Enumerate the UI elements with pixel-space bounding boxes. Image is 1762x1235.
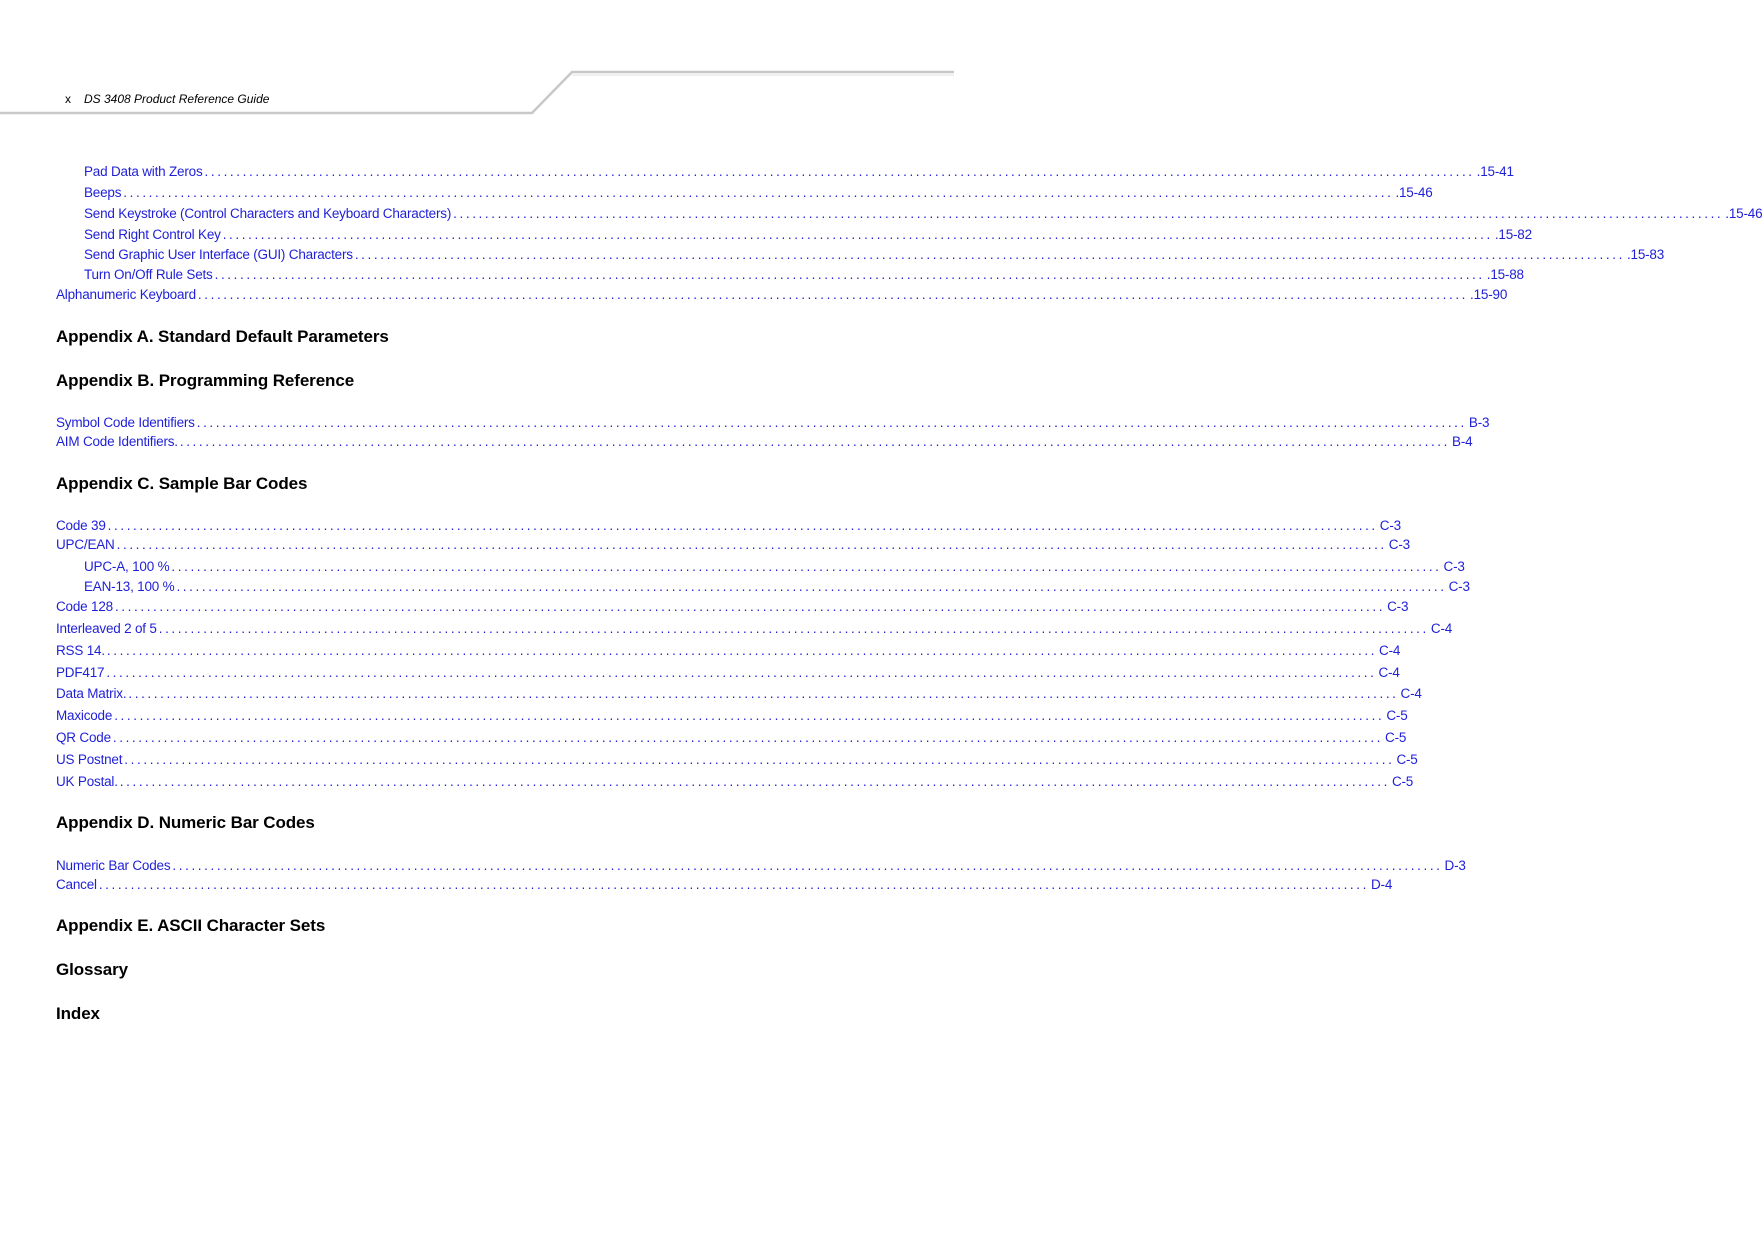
dot-leader: ........................................................................................................................................................................................................	[179, 434, 1451, 449]
toc-entry-title: Data Matrix.	[56, 686, 127, 701]
toc-entry-send-gui-characters[interactable]	[84, 247, 1665, 265]
toc-entry-title: Alphanumeric Keyboard	[56, 287, 196, 302]
toc-entry-page: B-3	[1468, 415, 1490, 430]
toc-entry-interleaved-2-of-5[interactable]	[56, 621, 1453, 639]
dot-leader: ........................................................................................................................................................................................................	[114, 599, 1386, 614]
appendix-c-heading[interactable]: Appendix C. Sample Bar Codes	[56, 474, 308, 493]
dot-leader: ........................................................................................................................................................................................................	[107, 518, 1378, 533]
dot-leader: ........................................................................................................................................................................................................	[354, 247, 1625, 262]
appendix-e-heading[interactable]: Appendix E. ASCII Character Sets	[56, 916, 326, 935]
dot-leader: ........................................................................................................................................................................................................	[172, 858, 1443, 873]
toc-entry-title: AIM Code Identifiers.	[56, 434, 178, 449]
toc-entry-page: B-4	[1452, 434, 1473, 449]
toc-entry-uk-postal[interactable]	[56, 774, 1414, 792]
dot-leader: ........................................................................................................................................................................................................	[197, 287, 1469, 302]
toc-entry-beeps[interactable]	[84, 185, 1433, 203]
toc-entry-page: .15-46	[1725, 206, 1762, 221]
toc-entry-title: Cancel	[56, 877, 97, 892]
toc-entry-title: Code 128	[56, 599, 113, 614]
dot-leader: ........................................................................................................................................................................................................	[123, 185, 1394, 200]
toc-entry-title: Maxicode	[56, 708, 113, 723]
toc-entry-upc-a-100[interactable]	[84, 559, 1465, 577]
toc-entry-page: C-5	[1385, 730, 1407, 745]
toc-entry-page: C-3	[1387, 599, 1409, 614]
toc-entry-aim-code-identifiers[interactable]	[56, 434, 1473, 452]
dot-leader: ........................................................................................................................................................................................................	[112, 730, 1384, 745]
toc-entry-us-postnet[interactable]	[56, 752, 1418, 770]
appendix-b-heading[interactable]: Appendix B. Programming Reference	[56, 371, 355, 390]
toc-entry-rss-14[interactable]	[56, 643, 1401, 661]
toc-entry-qr-code[interactable]	[56, 730, 1407, 748]
dot-leader: ........................................................................................................................................................................................................	[204, 164, 1475, 179]
toc-entry-page: D-3	[1444, 858, 1466, 873]
toc-entry-page: C-3	[1448, 579, 1470, 594]
toc-entry-send-right-control-key[interactable]	[84, 227, 1532, 245]
toc-entry-title: PDF417	[56, 665, 105, 680]
toc-entry-page: C-5	[1386, 708, 1408, 723]
toc-entry-title: UK Postal.	[56, 774, 118, 789]
toc-entry-page: C-4	[1400, 686, 1422, 701]
dot-leader: ........................................................................................................................................................................................................	[98, 877, 1369, 892]
toc-entry-code-128[interactable]	[56, 599, 1409, 617]
toc-entry-pdf417[interactable]	[56, 665, 1400, 683]
toc-entry-title: Turn On/Off Rule Sets	[84, 267, 213, 282]
toc-entry-title: Pad Data with Zeros	[84, 164, 203, 179]
dot-leader: ........................................................................................................................................................................................................	[196, 415, 1467, 430]
toc-entry-title: Send Graphic User Interface (GUI) Characters	[84, 247, 353, 262]
toc-entry-page: C-3	[1379, 518, 1401, 533]
toc-entry-title: UPC-A, 100 %	[84, 559, 170, 574]
toc-entry-ean-13-100[interactable]	[84, 579, 1470, 597]
toc-entry-title: Numeric Bar Codes	[56, 858, 171, 873]
appendix-d-heading[interactable]: Appendix D. Numeric Bar Codes	[56, 813, 315, 832]
toc-entry-page: C-5	[1391, 774, 1414, 789]
dot-leader: ........................................................................................................................................................................................................	[114, 708, 1385, 723]
toc-entry-title: Symbol Code Identifiers	[56, 415, 195, 430]
toc-entry-title: UPC/EAN	[56, 537, 115, 552]
toc-entry-maxicode[interactable]	[56, 708, 1408, 726]
glossary-heading[interactable]: Glossary	[56, 960, 128, 979]
toc-entry-page: .15-46	[1395, 185, 1433, 200]
toc-entry-turn-on-off-rule-sets[interactable]	[84, 267, 1524, 285]
toc-entry-title: Send Right Control Key	[84, 227, 221, 242]
toc-entry-title: Beeps	[84, 185, 122, 200]
toc-entry-alphanumeric-keyboard[interactable]	[56, 287, 1508, 305]
toc-entry-title: RSS 14.	[56, 643, 105, 658]
toc-entry-page: C-5	[1396, 752, 1418, 767]
dot-leader: ........................................................................................................................................................................................................	[214, 267, 1485, 282]
dot-leader: ........................................................................................................................................................................................................	[128, 686, 1399, 701]
toc-entry-symbol-code-identifiers[interactable]	[56, 415, 1490, 433]
toc-entry-upc-ean[interactable]	[56, 537, 1410, 555]
toc-entry-pad-data-with-zeros[interactable]	[84, 164, 1514, 182]
document-title: DS 3408 Product Reference Guide	[84, 92, 270, 106]
toc-entry-page: C-4	[1378, 665, 1400, 680]
toc-entry-page: .15-83	[1626, 247, 1665, 262]
index-heading[interactable]: Index	[56, 1004, 100, 1023]
toc-entry-page: C-4	[1379, 643, 1401, 658]
toc-entry-page: .15-41	[1476, 164, 1514, 179]
toc-entry-page: .15-88	[1486, 267, 1524, 282]
toc-entry-send-keystroke[interactable]	[84, 206, 1762, 224]
toc-entry-title: Interleaved 2 of 5	[56, 621, 157, 636]
dot-leader: ........................................................................................................................................................................................................	[176, 579, 1447, 594]
toc-entry-cancel[interactable]	[56, 877, 1393, 895]
toc-entry-title: Send Keystroke (Control Characters and Keyboard Characters)	[84, 206, 452, 221]
toc-entry-page: C-4	[1430, 621, 1453, 636]
toc-entry-numeric-bar-codes[interactable]	[56, 858, 1466, 876]
dot-leader: ........................................................................................................................................................................................................	[119, 774, 1390, 789]
toc-entry-page: .15-82	[1494, 227, 1532, 242]
dot-leader: ........................................................................................................................................................................................................	[171, 559, 1442, 574]
toc-entry-page: .15-90	[1470, 287, 1508, 302]
toc-entry-title: QR Code	[56, 730, 111, 745]
toc-entry-title: Code 39	[56, 518, 106, 533]
dot-leader: ........................................................................................................................................................................................................	[106, 643, 1378, 658]
dot-leader: ........................................................................................................................................................................................................	[124, 752, 1395, 767]
dot-leader: ........................................................................................................................................................................................................	[106, 665, 1377, 680]
dot-leader: ........................................................................................................................................................................................................	[116, 537, 1387, 552]
appendix-a-heading[interactable]: Appendix A. Standard Default Parameters	[56, 327, 389, 346]
dot-leader: ........................................................................................................................................................................................................	[222, 227, 1493, 242]
toc-entry-page: C-3	[1443, 559, 1465, 574]
toc-entry-title: EAN-13, 100 %	[84, 579, 175, 594]
toc-entry-data-matrix[interactable]	[56, 686, 1422, 704]
toc-entry-page: D-4	[1370, 877, 1393, 892]
dot-leader: ........................................................................................................................................................................................................	[158, 621, 1429, 636]
toc-entry-page: C-3	[1388, 537, 1410, 552]
dot-leader: ........................................................................................................................................................................................................	[453, 206, 1724, 221]
toc-entry-title: US Postnet	[56, 752, 123, 767]
toc-entry-code-39[interactable]	[56, 518, 1401, 536]
page-number: x	[65, 92, 71, 106]
